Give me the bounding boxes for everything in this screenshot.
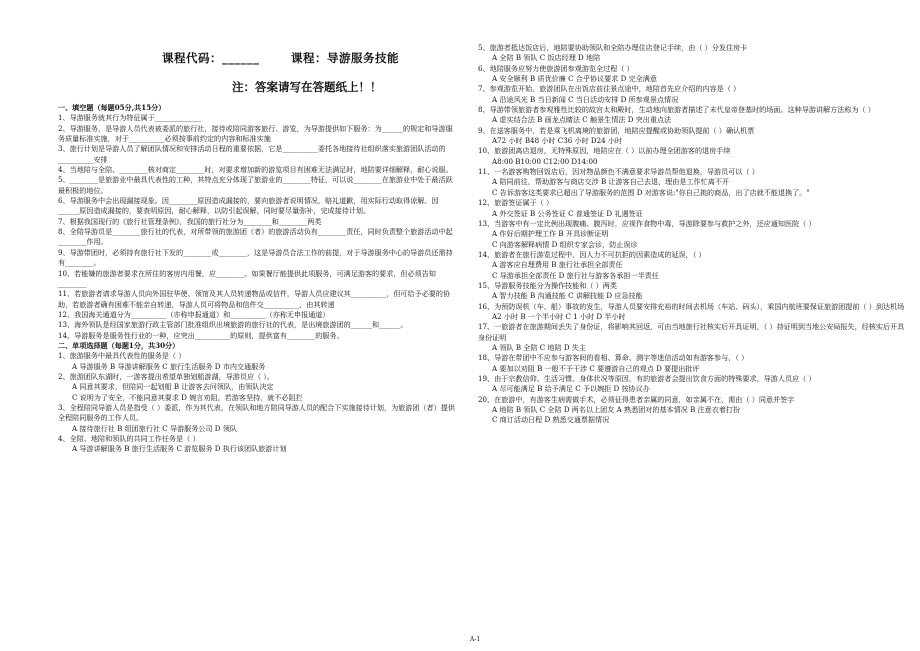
answer-options: A2 小时 B 一个半小时 C 1 小时 D 半小时 (492, 311, 626, 321)
answer-note: 注：答案请写在答题纸上！！ (232, 80, 382, 94)
answer-options: A72 小时 B48 小时 C36 小时 D24 小时 (492, 136, 623, 146)
answer-options: A 接待旅行社 B 组团旅行社 C 导游服务公司 D 领队 (72, 423, 237, 433)
answer-options: A8:00 B10:00 C12:00 D14:00 (492, 156, 598, 166)
page-footer: A-1 (470, 636, 481, 643)
question-text: 8、导游带领旅游者参观雅性比较的故宫太和殿时，生动地向旅游者描述了末代皇帝登基时的场面。这种导游讲解方法称为（ ） (478, 105, 875, 115)
section-heading: 二、单项选择题（每题1分，共30分） (58, 340, 180, 350)
question-text: 12、我国海关通道分为__________（亦称申报通道）和__________（亦称无申报通道） (58, 309, 330, 319)
course-header (162, 50, 399, 66)
question-text: 5、旅游者抵达饭店后，地陪要协助领队和全陪办理住店登记手续，由（ ）分发住房卡 (478, 43, 748, 52)
left-column (58, 103, 458, 455)
answer-options: C 商订活动日程 D 熟悉交通票据情况 (492, 415, 610, 425)
question-text: 20、在旅游中，有游客生病需做手术，必须征得患者亲属的同意，如亲属不在，需由（ ）同意并签字 (478, 394, 795, 404)
section-heading: 一、填空题（每题05分,共15分） (58, 103, 166, 112)
answer-options: A 领队 B 全陪 C 地陪 D 失主 (492, 342, 586, 352)
right-column (478, 43, 910, 426)
question-text: 8、全陪导游员是________旅行社的代表，对所带领的旅游团（者）的旅游活动负有________责任，同时负责整个旅游活动中起________作用。 (58, 227, 453, 247)
question-text: 2、导游服务，是导游人员代表被委派的旅行社，接待或陪同游客旅行、游览，为导游提供如下服务：为______的规定和导游服务质量标准实施，对于__________必须按事前约定的内容和标准实施 (58, 123, 453, 144)
question-text: 1、旅游服务中最具代表性的服务是（ ） (58, 351, 186, 361)
question-text: 12、旅游签证属于（ ） (478, 198, 554, 208)
question-text: 11、若旅游者请求导游人员向外国驻华使、领馆及其人员转递物品或信件，导游人员应建议其__________，但可给予必要的协助，若旅游者确有困难不能亲自转递，导游人员可将物品和信件交__________，由其转递 (58, 289, 451, 309)
answer-options: A 沿途风光 B 当日新闻 C 当日活动安排 D 所参观景点情况 (492, 94, 679, 104)
answer-options: A 作好后期护理工作 B 开具诊断证明 (492, 229, 609, 239)
answer-options: A 安全顺利 B 质优价廉 C 合乎协议要求 D 完全满意 (492, 74, 657, 84)
question-text: 2、旅游团队东湖时，一游客提出希望单独划船游湖，导游员应（ ）。 (58, 371, 275, 381)
course-code-label: 课程代码：______ (162, 51, 260, 65)
course-name-label: 课程：导游服务技能 (291, 51, 400, 65)
question-text: 13、当游客中有一定比例出现腹痛、腹泻时，应视作食物中毒，导游除要参与救护之外，还应通知医院（ ） (478, 218, 816, 228)
answer-options: C 说明为了安全，不能同意其要求 D 婉言劝阻，若游客坚持，就不必阻拦 (72, 392, 303, 402)
question-text: 18、导游在带团中不应参与游客间的看相、算命、测字等迷信活动如有游客参与，（ ） (478, 353, 749, 363)
question-text: 6、导游服务中会出现漏接现象。因________原因造成漏接的，要向旅游者说明情况，赔礼道歉，用实际行动取得谅解。因______原因造成漏接的，要查明原因，耐心解释，以防引起误解，同时要尽量弥补，完成接待计划。 (58, 196, 439, 216)
answer-options: C 导游承担全部责任 D 旅行社与游客各承担一半责任 (492, 270, 659, 280)
question-text: 15、导游服务技能分为操作技能和（ ）两类 (478, 280, 617, 290)
answer-options: A 外交签证 B 公务签证 C 普通签证 D 礼遇签证 (492, 208, 643, 218)
question-text: 14、导游服务是服务性行业的一种，应突出__________的原则，提供富有________的服务。 (58, 330, 344, 340)
answer-options: A 要加以劝阻 B 一般不予干涉 C 要遵游自己的观点 D 要提出批评 (492, 363, 700, 373)
question-text: 10、若能嫌的旅游者要求在所住的客房内用餐，应________。如果餐厅能提供此项服务，可满足游客的要求，但必须告知________ (58, 268, 436, 288)
question-text: 6、地陪服务应努力使旅游团参观游览全过程（ ） (478, 63, 634, 73)
question-text: 11、一名游客购物回饭店后，因对物品颜色不满意要求导游员帮他退换，导游员可以（ ） (478, 167, 759, 177)
question-text: 9、导游带团时，必须持有旅行社下发的________或________，这是导游员合法工作的前提，对于导游服务中心的导游员还需持有________。 (58, 247, 453, 268)
answer-options: A 智力技能 B 沟通技能 C 讲解技能 D 应急技能 (492, 291, 643, 301)
answer-options: A 地陪 B 领队 C 全陪 D 两名以上团友 A 熟悉团对的基本情况 B 注意衣着打扮 (492, 405, 741, 415)
answer-options: A 导游服务 B 导游讲解服务 C 旅行生活服务 D 市内交通服务 (72, 361, 266, 371)
question-text: 7、根据我国现行的《旅行社管理条例》，我国的旅行社分为________和________两类 (58, 216, 322, 226)
question-text: 5、________是旅游业中最具代表性的工种，其特点充分体现了旅游业的________特征，可以说________在旅游业中处于最活跃最积极的地位。 (58, 175, 453, 195)
question-text: 14、旅游者在旅行游览过程中，因人力不可抗拒的因素造成的延误，（ ） (478, 249, 706, 259)
answer-options: C 告诉游客这类要求已超出了导游服务的范围 D 对游客说:"你自己挑的商品，出了店就不能退换了。" (492, 187, 810, 197)
answer-options: A 全陪 B 领队 C 饭店经理 D 地陪 (492, 53, 601, 63)
question-text: 17、一旅游者在旅游期间丢失了身份证，将影响其回返，可由当地旅行社核实后开具证明，（ ）持证明到当地公安局报失，经核实后开具身份证明 (478, 322, 905, 342)
answer-options: A 同意其要求，但陪同一起划船 B 让游客去问领队，由领队决定 (72, 382, 274, 392)
question-text: 1、导游服务就其行为特征属于_____________ (58, 113, 201, 123)
question-text: 3、全程陪同导游人员是指受（ ）委派，作为其代表，在领队和地方陪同导游人员的配合下实施接待计划，为旅游团（者）提供全程陪同服务的工作人员。 (58, 402, 455, 423)
question-text: 9、在送客服务中，若是乘飞机离境的旅游团，地陪应提醒或协助领队提前（ ）确认机票 (478, 125, 755, 135)
answer-options: A 尽可能满足 B 给予满足 C 予以婉拒 D 按协议办 (492, 384, 650, 394)
question-text: 16、为预防误机（车、船）事故的发生，导游人员要安排充裕的时间去机场（车站、码头），乘国内航班要保证旅游团提前（ ）到达机场 (478, 301, 905, 311)
question-text: 3、旅行计划是导游人员了解团队情况和安排活动日程的重要依据，它是__________委托各地接待社组织落实旅游团队活动的__________安排 (58, 144, 446, 164)
question-text: 4、当地陪与全陪、________核对商定________时，对要求增加新的游览项目有困难无法满足时，地陪要详细解释，耐心说服。 (58, 165, 453, 175)
answer-options: A 导游讲解服务 B 旅行生活服务 C 游览服务 D 执行该团队旅游计划 (72, 444, 287, 454)
question-text: 19、由于宗教信仰、生活习惯、身体状况等原因，有的旅游者会提出饮食方面的特殊要求，导游人员应（ ） (478, 374, 816, 383)
question-text: 13、海外领队是经国家旅游行政主管部门批准组织出境旅游的旅行社的代表，是出境旅游团的______和______。 (58, 320, 408, 330)
answer-options: A 游客应自理费用 B 旅行社承担全部责任 (492, 260, 623, 270)
answer-options: C 向游客解释病情 D 组织专家会诊，防止误诊 (492, 239, 638, 249)
answer-options: A 虚实结合法 B 画龙点睛法 C 触景生情法 D 突出重点法 (492, 115, 672, 125)
question-text: 7、参观游览开始，旅游团队在出饭店前往景点途中，地陪首先应介绍的内容是（ ） (478, 84, 741, 94)
question-text: 10、旅游团离店退房，无特殊原因，地陪应在（ ）以前办理全团游客的退房手续 (478, 146, 731, 156)
question-text: 4、全陪、地陪和领队的共同工作任务是（ ） (58, 434, 200, 443)
answer-options: A 陪同前往，帮助游客与商店交涉 B 让游客自己去退，理由是工作忙离不开 (492, 177, 730, 187)
